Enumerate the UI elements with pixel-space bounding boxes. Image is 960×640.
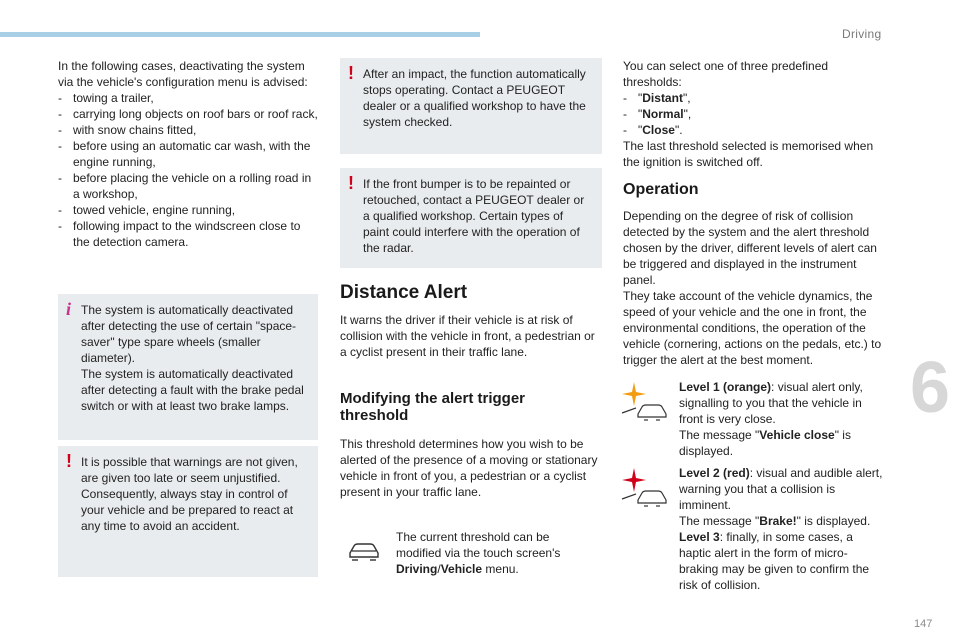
distance-alert-desc: It warns the driver if their vehicle is at risk of collision with the vehicle in front, a pedestrian or a cyclist present in their traffic lane. xyxy=(340,313,595,359)
menu-vehicle: Vehicle xyxy=(440,562,483,576)
deactivation-intro: In the following cases, deactivating the system via the vehicle's configuration menu is advised: xyxy=(58,59,308,89)
threshold-subtitle: Modifying the alert trigger threshold xyxy=(340,390,526,424)
distance-alert-title: Distance Alert xyxy=(340,282,468,303)
warning-icon: ! xyxy=(348,63,354,83)
page-number: 147 xyxy=(914,618,933,630)
select-intro: You can select one of three predefined thresholds: xyxy=(623,59,829,89)
list-item: - before using an automatic car wash, with the engine running, xyxy=(58,138,320,170)
impact-warning-text: After an impact, the function automatically stops operating. Contact a PEUGEOT dealer or a qualified workshop to have the system checked. xyxy=(363,67,586,129)
warning-icon: ! xyxy=(348,173,354,193)
section-title: Driving xyxy=(842,27,882,41)
list-item: - towing a trailer, xyxy=(58,90,320,106)
alert-level2-icon xyxy=(620,466,670,508)
header-accent-bar xyxy=(0,32,480,37)
threshold-selection xyxy=(623,58,887,170)
info-note-text: The system is automatically deactivated after detecting the use of certain "space-saver" type spare wheels (smaller diameter). xyxy=(81,303,297,365)
threshold-normal: - "Normal", xyxy=(623,106,887,122)
list-item: - towed vehicle, engine running, xyxy=(58,202,320,218)
level1-description: Level 1 (orange): visual alert only, signalling to you that the vehicle in front is very close. The message "Vehicle close" is displayed. xyxy=(679,380,863,458)
deactivation-list xyxy=(58,90,320,250)
threshold-distant: - "Distant", xyxy=(623,90,887,106)
level2-3-description: Level 2 (red): visual and audible alert, warning you that a collision is imminent. The message "Brake!" is displayed. Level 3: finally, in some cases, a haptic alert in the form of micro-braking may be given to confirm the risk of collision. xyxy=(679,466,883,592)
memorised-note: The last threshold selected is memorised when the ignition is switched off. xyxy=(623,139,874,169)
list-item: - with snow chains fitted, xyxy=(58,122,320,138)
threshold-desc: This threshold determines how you wish to be alerted of the presence of a moving or stationary vehicle in front of you, a pedestrian or a cyclist present in your traffic lane. xyxy=(340,437,598,499)
alert-level1-icon xyxy=(620,380,670,422)
info-note-box xyxy=(58,294,318,440)
operation-title: Operation xyxy=(623,181,699,198)
list-item: - following impact to the windscreen close to the detection camera. xyxy=(58,218,320,250)
impact-warning-box xyxy=(340,58,602,154)
chapter-number: 6 xyxy=(910,348,951,428)
list-item: - carrying long objects on roof bars or roof rack, xyxy=(58,106,320,122)
menu-driving: Driving xyxy=(396,562,438,576)
operation-text: Depending on the degree of risk of collision detected by the system and the alert threshold chosen by the driver, different levels of alert can be triggered and displayed in the instrument panel. They take account of the vehicle dynamics, the speed of your vehicle and the one in front, the environmental conditions, the operation of the vehicle (cornering, actions on the pedals, etc.) to trigger the alert at the best moment. xyxy=(623,209,882,367)
threshold-list xyxy=(623,90,887,138)
threshold-close: - "Close". xyxy=(623,122,887,138)
deactivation-section xyxy=(58,58,320,250)
warning-note-box xyxy=(58,446,318,577)
warning-icon: ! xyxy=(66,451,72,471)
warning-note-text: It is possible that warnings are not given, are given too late or seem unjustified. Consequently, always stay in control of your vehicle and be prepared to react at any time to avoid an accident. xyxy=(81,455,298,533)
touchscreen-instruction: The current threshold can be modified via the touch screen's Driving/Vehicle menu. xyxy=(396,530,561,576)
list-item: - before placing the vehicle on a rolling road in a workshop, xyxy=(58,170,320,202)
bumper-warning-text: If the front bumper is to be repainted or retouched, contact a PEUGEOT dealer or a qualified workshop. Certain types of paint could interfere with the operation of the radar. xyxy=(363,177,585,255)
info-icon: i xyxy=(66,299,72,319)
bumper-warning-box xyxy=(340,168,602,268)
info-note-text: The system is automatically deactivated after detecting a fault with the brake pedal switch or with at least two brake lamps. xyxy=(81,367,304,413)
touchscreen-car-icon xyxy=(346,538,382,562)
